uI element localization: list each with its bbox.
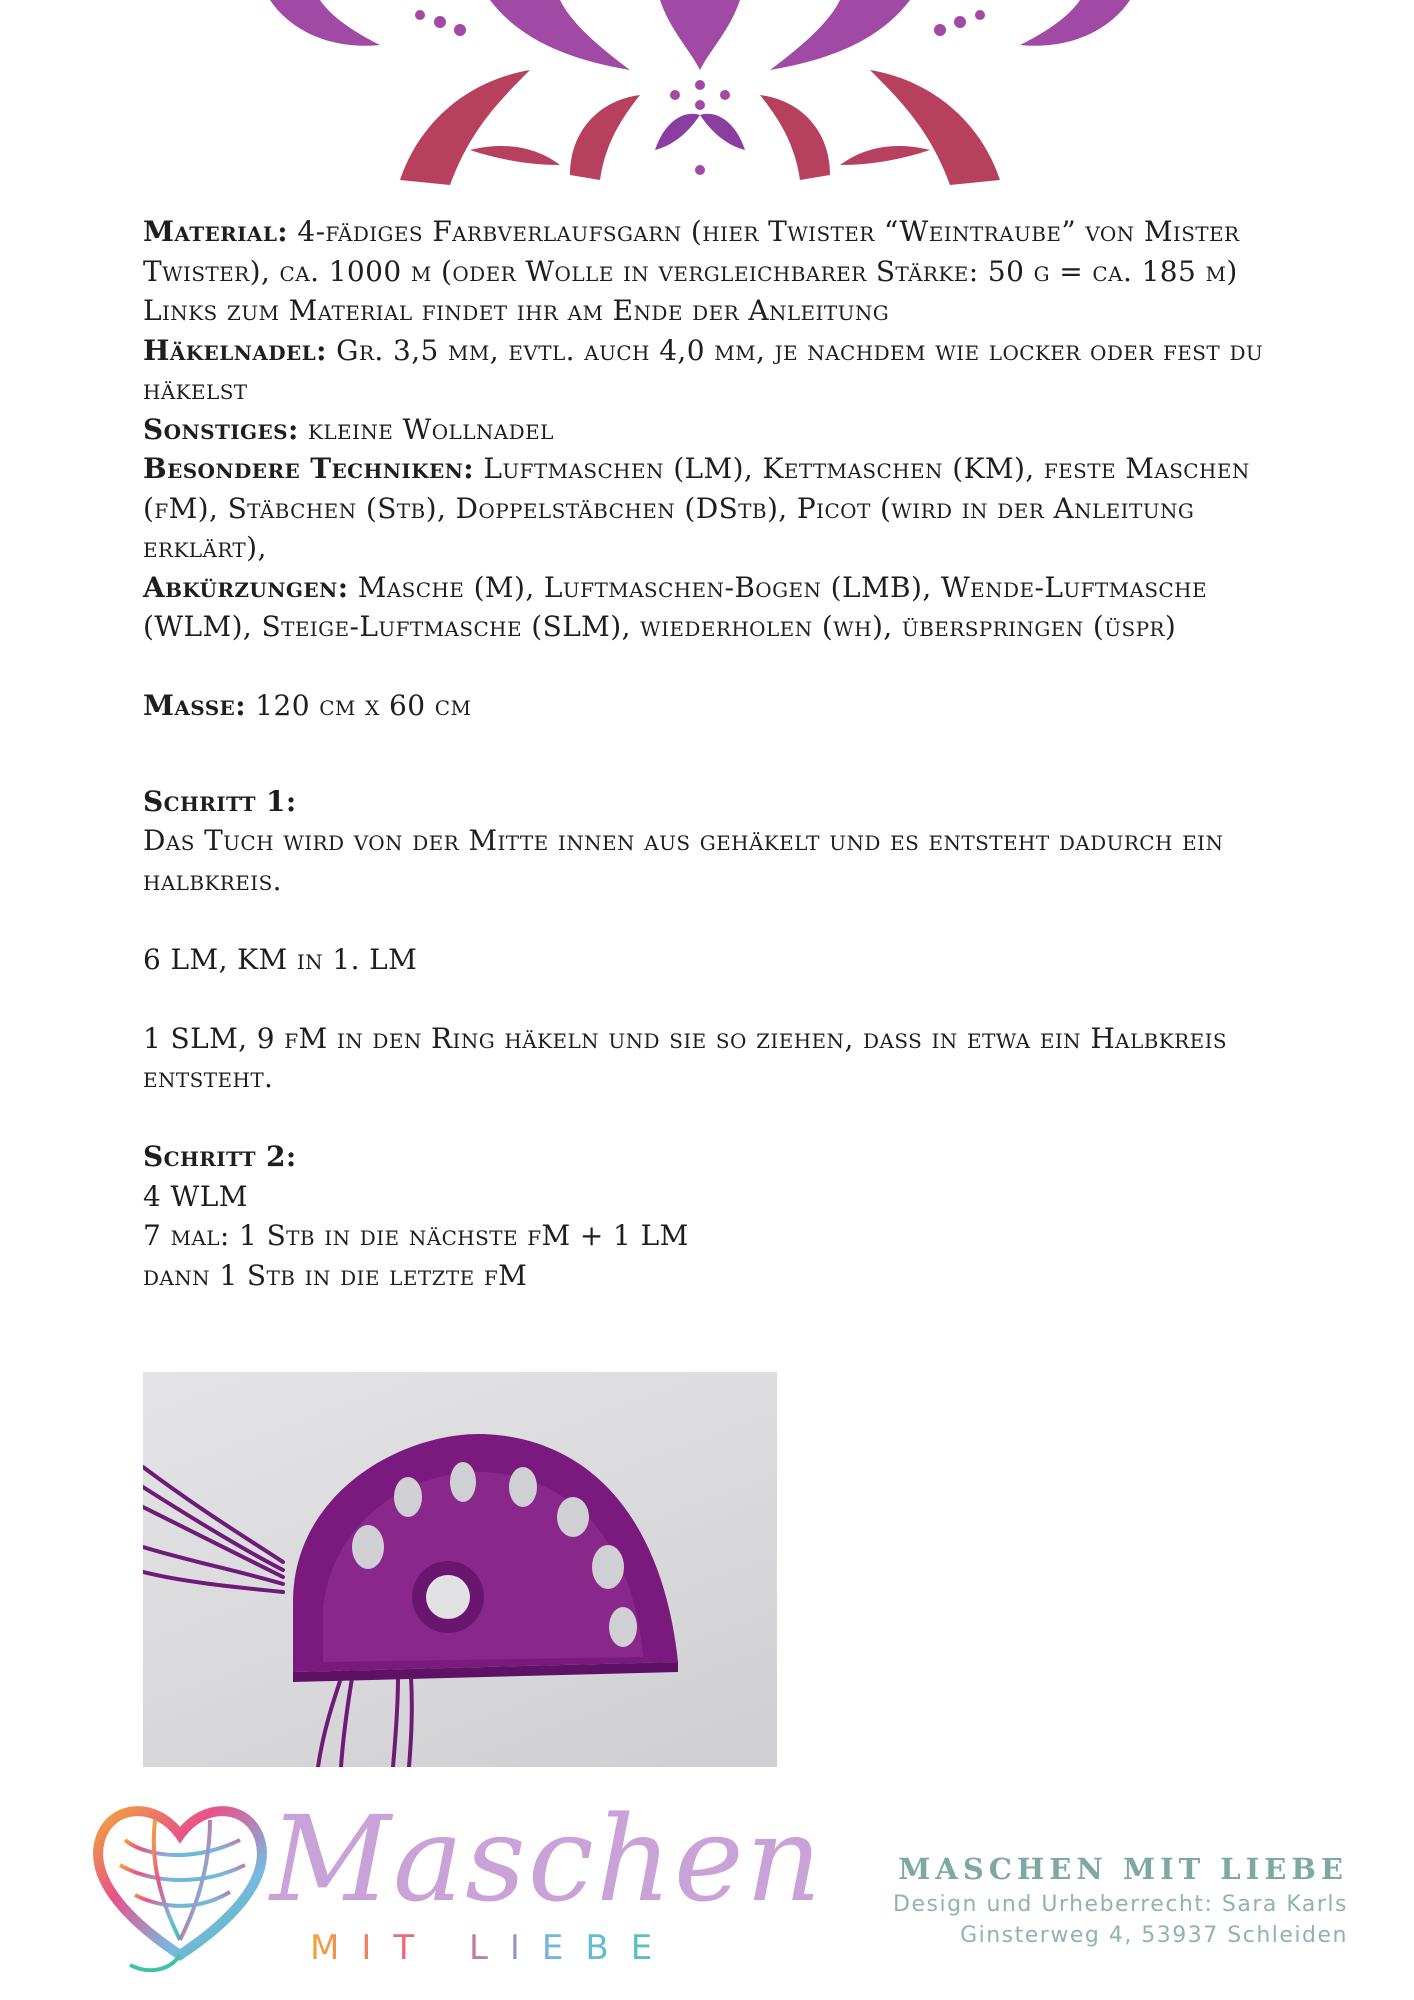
footer-brand: MASCHEN MIT LIEBE [898,1852,1348,1886]
schritt1-line2: 1 SLM, 9 fM in den Ring häkeln und sie so ziehen, dass in etwa ein Halbkreis entsteht. [143,1021,1227,1094]
material-paragraph [143,212,1283,291]
abkuerzungen-label: Abkürzungen: [143,570,349,604]
masse-label: Masse: [143,689,246,722]
crochet-semicircle-image [143,1372,777,1767]
maschen-mit-liebe-logo [80,1780,824,1980]
schritt2-title [143,1137,1283,1177]
masse-paragraph [143,686,1283,726]
haekelnadel-paragraph [143,331,1283,410]
crochet-photo [143,1372,777,1767]
schritt2-line2: 7 mal: 1 Stb in die nächste fM + 1 LM [143,1219,689,1252]
sonstiges-label: Sonstiges: [143,412,299,446]
pattern-text [143,212,1283,1295]
yarn-heart-icon [80,1780,280,1980]
sonstiges-text: kleine Wollnadel [308,412,554,446]
schritt2-line1: 4 WLM [143,1179,248,1213]
material-label: Material: [143,215,289,248]
floral-ornament-header [270,0,1130,185]
logo-script-text: Maschen [270,1790,824,1928]
sonstiges-paragraph [143,410,1283,450]
schritt1-title-text: Schritt 1: [143,784,297,818]
logo-subtitle: MIT LIEBE [310,1928,675,1968]
schritt1-intro: Das Tuch wird von der Mitte innen aus gehäkelt und es entsteht dadurch ein halbkreis. [143,824,1224,897]
footer-credits [893,1852,1348,1948]
material-links-note: Links zum Material findet ihr am Ende der Anleitung [143,294,890,327]
footer-address: Ginsterweg 4, 53937 Schleiden [960,1923,1348,1948]
material-text: 4-fädiges Farbverlaufsgarn (hier Twister “Weintraube” von Mister Twister), ca. 1000 m (oder Wolle in vergleichbarer Stärke: 50 g = ca. 185 m) [143,215,1240,288]
haekelnadel-text: Gr. 3,5 mm, evtl. auch 4,0 mm, je nachdem wie locker oder fest du häkelst [143,333,1264,406]
schritt1-title [143,782,1283,822]
techniken-paragraph [143,449,1283,568]
techniken-text: Luftmaschen (LM), Kettmaschen (KM), feste Maschen (fM), Stäbchen (Stb), Doppelstäbchen (DStb), Picot (wird in der Anleitung erklärt), [143,452,1250,564]
abkuerzungen-text: Masche (M), Luftmaschen-Bogen (LMB), Wende-Luftmasche (WLM), Steige-Luftmasche (SLM), wiederholen (wh), überspringen (üspr) [143,570,1207,643]
techniken-label: Besondere Techniken: [143,452,475,485]
footer-credit: Design und Urheberrecht: Sara Karls [893,1892,1348,1917]
schritt1-line1: 6 LM, KM in 1. LM [143,942,418,976]
haekelnadel-label: Häkelnadel: [143,333,327,367]
schritt2-line3: dann 1 Stb in die letzte fM [143,1258,528,1292]
schritt2-title-text: Schritt 2: [143,1140,297,1173]
abkuerzungen-paragraph [143,568,1283,647]
masse-text: 120 cm x 60 cm [255,689,472,722]
